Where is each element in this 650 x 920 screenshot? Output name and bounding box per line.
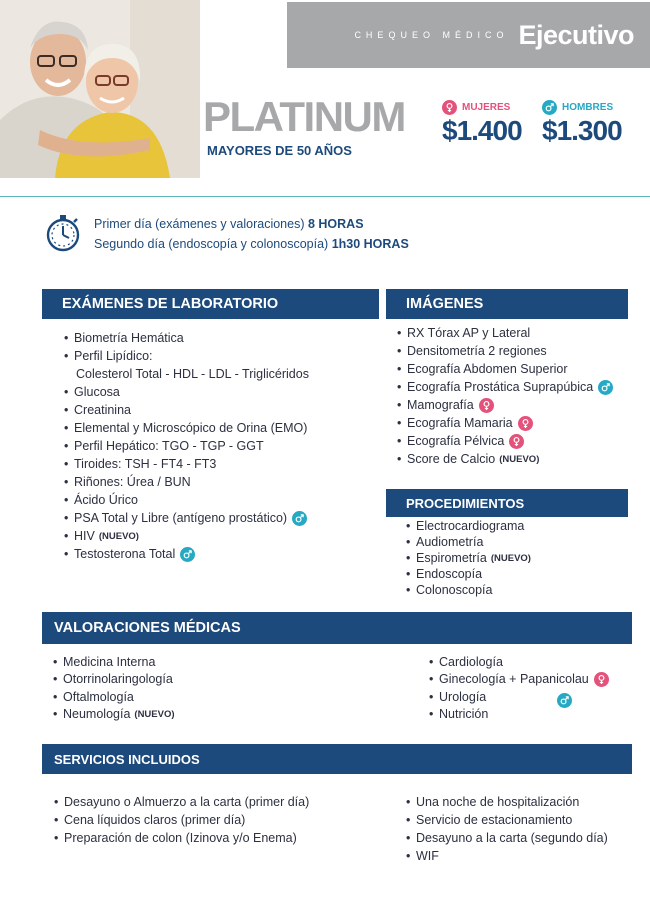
valuations-left-list: [53, 653, 353, 723]
list-item-label: • Ecografía Prostática Suprapúbica: [407, 380, 594, 394]
list-item-label: • PSA Total y Libre (antígeno prostático): [74, 511, 288, 525]
new-tag: (NUEVO): [98, 530, 139, 542]
list-item: [64, 383, 374, 401]
list-item: [406, 811, 646, 829]
list-item: [429, 671, 639, 689]
list-item-label: • Audiometría: [416, 535, 484, 549]
female-icon: [509, 434, 524, 449]
list-item: [64, 527, 374, 545]
schedule-info: [94, 214, 409, 254]
list-item-label: • Otorrinolaringología: [63, 672, 173, 687]
list-item-label: • Oftalmología: [63, 689, 134, 704]
plan-name: PLATINUM: [203, 93, 405, 140]
list-item: [429, 688, 639, 706]
female-icon: [594, 672, 609, 687]
list-item: [64, 509, 374, 527]
list-item: [397, 342, 637, 360]
male-icon: [542, 100, 557, 115]
list-item: [54, 811, 384, 829]
list-item-label: • Mamografía: [407, 398, 474, 412]
new-tag: (NUEVO): [134, 708, 175, 720]
list-item: [406, 566, 626, 582]
list-item: [397, 378, 637, 396]
female-icon: [518, 416, 533, 431]
services-left-list: [54, 793, 384, 847]
female-icon: [442, 100, 457, 115]
list-item: [64, 365, 374, 383]
list-item-label: • Urología: [439, 689, 487, 704]
list-item-label: • Desayuno o Almuerzo a la carta (primer día): [64, 795, 310, 809]
list-item: [64, 437, 374, 455]
price-men: [542, 100, 622, 145]
valuations-section-header: VALORACIONES MÉDICAS: [42, 612, 632, 644]
list-item-label: • WIF: [416, 849, 439, 863]
list-item: [429, 706, 639, 724]
list-item-label: • Glucosa: [74, 385, 120, 399]
header-banner: [287, 2, 650, 68]
men-label: HOMBRES: [562, 102, 614, 113]
price-women: [442, 100, 522, 145]
imaging-list: [397, 324, 637, 468]
list-item-label: • Endoscopía: [416, 567, 483, 581]
schedule-day2: Segundo día (endoscopía y colonoscopía) 1h30 HORAS: [94, 237, 409, 251]
list-item-label: • Ginecología + Papanicolau: [439, 672, 589, 687]
list-item-label: • Ecografía Abdomen Superior: [407, 362, 568, 376]
services-section-header: SERVICIOS INCLUIDOS: [42, 744, 632, 774]
list-item-label: • Ecografía Pélvica: [407, 434, 505, 448]
list-item: [64, 419, 374, 437]
list-item-label: • Riñones: Úrea / BUN: [74, 475, 191, 489]
list-item: [406, 829, 646, 847]
lab-section-header: EXÁMENES DE LABORATORIO: [42, 289, 379, 319]
female-icon: [479, 398, 494, 413]
procedures-section-header: PROCEDIMIENTOS: [386, 489, 628, 517]
list-item: [406, 793, 646, 811]
list-item: [397, 432, 637, 450]
plan-subtitle: MAYORES DE 50 AÑOS: [207, 143, 352, 158]
list-item-label: • Ácido Úrico: [74, 493, 138, 507]
header-subtitle: CHEQUEO MÉDICO: [354, 30, 509, 40]
list-item-label: • Electrocardiograma: [416, 519, 525, 533]
list-item: [53, 688, 353, 706]
list-item-label: • Nutrición: [439, 707, 489, 722]
list-item-label: • Perfil Lipídico:: [74, 349, 153, 363]
list-item: [53, 671, 353, 689]
list-item-label: • Biometría Hemática: [74, 331, 184, 345]
new-tag: (NUEVO): [499, 453, 540, 465]
list-item-label: • Perfil Hepático: TGO - TGP - GGT: [74, 439, 264, 453]
lab-list: [64, 329, 374, 563]
list-item: [406, 847, 646, 865]
male-icon: [180, 547, 195, 562]
list-item-label: • Medicina Interna: [63, 654, 156, 669]
male-icon: [292, 511, 307, 526]
list-item-label: • Densitometría 2 regiones: [407, 344, 547, 358]
list-item: [397, 414, 637, 432]
male-icon: [557, 693, 572, 708]
list-item-label: • Colonoscopía: [416, 583, 493, 597]
list-item: [406, 534, 626, 550]
list-item: [397, 324, 637, 342]
services-right-list: [406, 793, 646, 865]
list-item: [64, 491, 374, 509]
list-item: [406, 518, 626, 534]
list-item-label: • Cardiología: [439, 654, 503, 669]
male-icon: [598, 380, 613, 395]
list-item: [53, 706, 353, 724]
valuations-right-list: [429, 653, 639, 723]
divider-line: [0, 196, 650, 197]
list-item-label: • Testosterona Total: [74, 547, 176, 561]
schedule-day1: Primer día (exámenes y valoraciones) 8 HORAS: [94, 217, 364, 231]
header-title: Ejecutivo: [518, 19, 634, 50]
list-item-label: • Ecografía Mamaria: [407, 416, 513, 430]
list-item-label: Colesterol Total - HDL - LDL - Triglicéridos: [76, 367, 309, 381]
list-item-label: • Tiroides: TSH - FT4 - FT3: [74, 457, 217, 471]
list-item: [397, 450, 637, 468]
list-item: [429, 653, 639, 671]
list-item-label: • Neumología: [63, 707, 131, 722]
list-item-label: • HIV: [74, 529, 95, 543]
men-price: $1.300: [542, 115, 622, 146]
women-price: $1.400: [442, 115, 522, 146]
list-item: [64, 455, 374, 473]
imaging-section-header: IMÁGENES: [386, 289, 628, 319]
list-item-label: • Creatinina: [74, 403, 131, 417]
list-item: [54, 793, 384, 811]
procedures-list: [406, 518, 626, 598]
list-item-label: • Score de Calcio: [407, 452, 496, 466]
list-item-label: • Desayuno a la carta (segundo día): [416, 831, 608, 845]
list-item: [406, 582, 626, 598]
couple-photo: [0, 0, 200, 178]
list-item: [64, 473, 374, 491]
stopwatch-icon: [42, 212, 84, 254]
list-item-label: • RX Tórax AP y Lateral: [407, 326, 531, 340]
list-item: [64, 401, 374, 419]
list-item: [397, 360, 637, 378]
list-item: [397, 396, 637, 414]
list-item: [64, 347, 374, 365]
list-item: [64, 329, 374, 347]
couple-illustration: [0, 0, 200, 178]
list-item-label: • Cena líquidos claros (primer día): [64, 813, 246, 827]
women-label: MUJERES: [462, 102, 511, 113]
list-item: [64, 545, 374, 563]
list-item: [53, 653, 353, 671]
list-item-label: • Una noche de hospitalización: [416, 795, 580, 809]
new-tag: (NUEVO): [490, 552, 531, 564]
list-item: [406, 550, 626, 566]
list-item-label: • Elemental y Microscópico de Orina (EMO): [74, 421, 308, 435]
list-item-label: • Servicio de estacionamiento: [416, 813, 573, 827]
list-item-label: • Espirometría: [416, 551, 487, 565]
list-item-label: • Preparación de colon (Izinova y/o Enema): [64, 831, 297, 845]
list-item: [54, 829, 384, 847]
